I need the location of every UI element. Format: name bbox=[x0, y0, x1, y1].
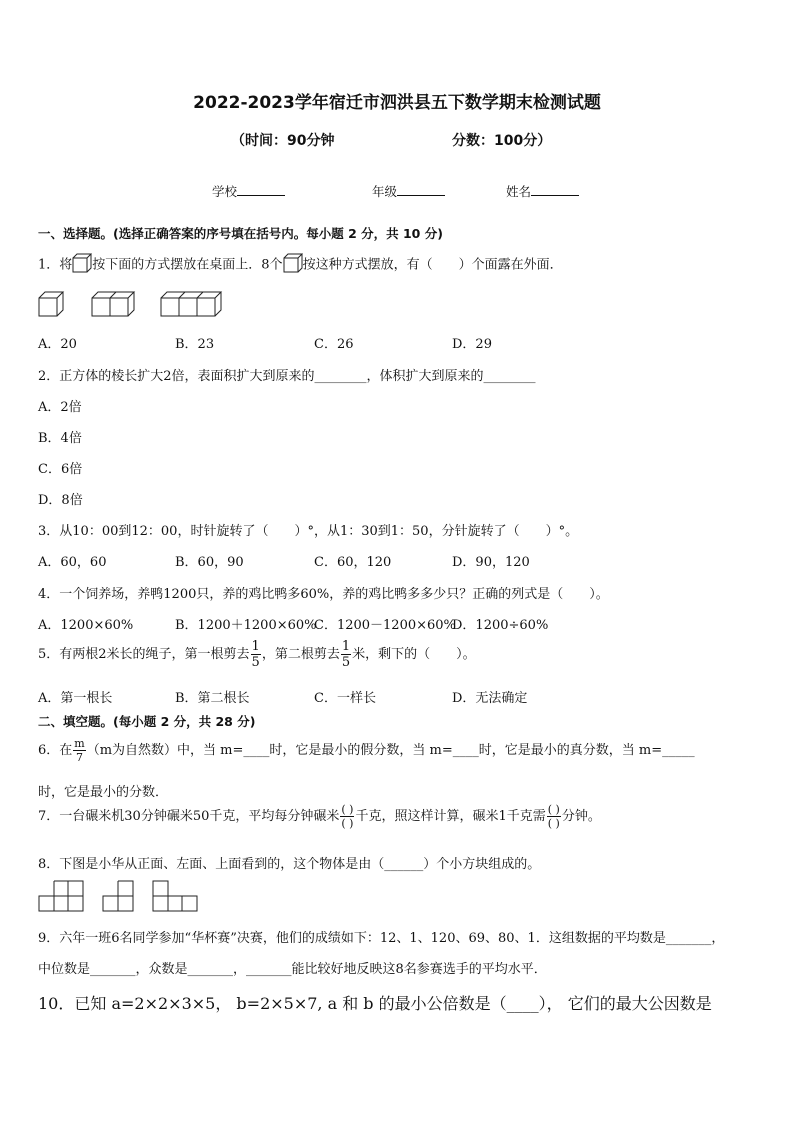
left-view-figure bbox=[102, 880, 134, 916]
q5-option-c[interactable]: C．一样长 bbox=[314, 691, 376, 706]
q2-option-a[interactable]: A．2倍 bbox=[38, 400, 82, 415]
name-field[interactable] bbox=[506, 182, 579, 200]
page-title: 2022-2023学年宿迁市泗洪县五下数学期末检测试题 bbox=[193, 93, 601, 113]
fraction-one-fifth-meter: $\frac{1}{5}$ bbox=[341, 639, 351, 670]
q1-option-b[interactable]: B．23 bbox=[175, 337, 215, 352]
cube-arrangement-3 bbox=[160, 291, 224, 321]
cube-icon bbox=[72, 253, 92, 277]
q5-option-a[interactable]: A．第一根长 bbox=[38, 691, 113, 706]
score-label: 分数：100分） bbox=[452, 133, 552, 149]
school-field[interactable] bbox=[212, 182, 285, 200]
q4-option-c[interactable]: C．1200－1200×60% bbox=[314, 618, 456, 633]
question-1: 1．将 按下面的方式摆放在桌面上．8个 按这种方式摆放，有（ ）个面露在外面． bbox=[38, 253, 563, 277]
fraction-one-fifth: $\frac{1}{5}$ bbox=[251, 639, 260, 670]
cube-icon bbox=[283, 253, 303, 277]
school-label: 学校 bbox=[212, 184, 238, 199]
q1-option-d[interactable]: D．29 bbox=[452, 337, 492, 352]
question-8: 8．下图是小华从正面、左面、上面看到的，这个物体是由（______）个小方块组成的。 bbox=[38, 857, 541, 872]
grade-label: 年级 bbox=[372, 184, 398, 199]
question-6-cont: 时，它是最小的分数． bbox=[38, 785, 169, 800]
question-6: 6．在 $\frac{m}{7}$ （m为自然数）中，当 m=____时，它是最小的假分数，当 m=____时，它是最小的真分数，当 m=_____ bbox=[38, 737, 695, 764]
grade-field[interactable] bbox=[372, 182, 445, 200]
top-view-figure bbox=[152, 880, 198, 916]
question-3: 3．从10：00到12：00，时针旋转了（ ）°，从1：30到1：50，分针旋转了（ ）°。 bbox=[38, 524, 579, 539]
cube-arrangement-2 bbox=[91, 291, 137, 321]
blank-fraction[interactable]: $\frac{( )}{( )}$ bbox=[547, 803, 560, 830]
q5-option-d[interactable]: D．无法确定 bbox=[452, 691, 528, 706]
question-4: 4．一个饲养场，养鸭1200只，养的鸡比鸭多60%，养的鸡比鸭多多少只？正确的列式是（ ）。 bbox=[38, 587, 609, 602]
q1-option-c[interactable]: C．26 bbox=[314, 337, 354, 352]
question-9: 9．六年一班6名同学参加“华杯赛”决赛，他们的成绩如下：12、1、120、69、80、1．这组数据的平均数是_______， bbox=[38, 931, 725, 946]
q3-option-c[interactable]: C．60，120 bbox=[314, 555, 392, 570]
q4-option-b[interactable]: B．1200＋1200×60% bbox=[175, 618, 317, 633]
front-view-figure bbox=[38, 880, 84, 916]
section-1-heading: 一、选择题。(选择正确答案的序号填在括号内。每小题 2 分，共 10 分) bbox=[38, 226, 443, 241]
q2-option-c[interactable]: C．6倍 bbox=[38, 462, 83, 477]
question-2: 2．正方体的棱长扩大2倍，表面积扩大到原来的________，体积扩大到原来的________ bbox=[38, 369, 536, 384]
q5-option-b[interactable]: B．第二根长 bbox=[175, 691, 250, 706]
question-5: 5．有两根2米长的绳子，第一根剪去 $\frac{1}{5}$ ，第二根剪去 $\frac{1}{5}$ 米，剩下的（ ）。 bbox=[38, 639, 476, 670]
q3-option-d[interactable]: D．90，120 bbox=[452, 555, 530, 570]
q3-option-b[interactable]: B．60，90 bbox=[175, 555, 244, 570]
question-7: 7．一台碾米机30分钟碾米50千克，平均每分钟碾米 $\frac{( )}{( )}$ 千克，照这样计算，碾米1千克需 $\frac{( )}{( )}$ 分钟。 bbox=[38, 803, 601, 830]
question-10: 10．已知 a=2×2×3×5， b=2×5×7, a 和 b 的最小公倍数是（____）， 它们的最大公因数是 bbox=[38, 994, 712, 1013]
q4-option-d[interactable]: D．1200÷60% bbox=[452, 618, 549, 633]
name-label: 姓名 bbox=[506, 184, 532, 199]
blank-fraction[interactable]: $\frac{( )}{( )}$ bbox=[341, 803, 354, 830]
section-2-heading: 二、填空题。(每小题 2 分，共 28 分) bbox=[38, 714, 256, 729]
q2-option-d[interactable]: D．8倍 bbox=[38, 493, 83, 508]
q2-option-b[interactable]: B．4倍 bbox=[38, 431, 82, 446]
fraction-m-over-7: $\frac{m}{7}$ bbox=[74, 737, 85, 764]
q3-option-a[interactable]: A．60，60 bbox=[38, 555, 107, 570]
q1-option-a[interactable]: A．20 bbox=[38, 337, 77, 352]
cube-arrangement-1 bbox=[38, 291, 66, 321]
question-9-cont: 中位数是_______，众数是_______，_______能比较好地反映这8名参赛选手的平均水平． bbox=[38, 962, 547, 977]
q4-option-a[interactable]: A．1200×60% bbox=[38, 618, 134, 633]
time-label: （时间：90分钟 bbox=[231, 133, 335, 149]
